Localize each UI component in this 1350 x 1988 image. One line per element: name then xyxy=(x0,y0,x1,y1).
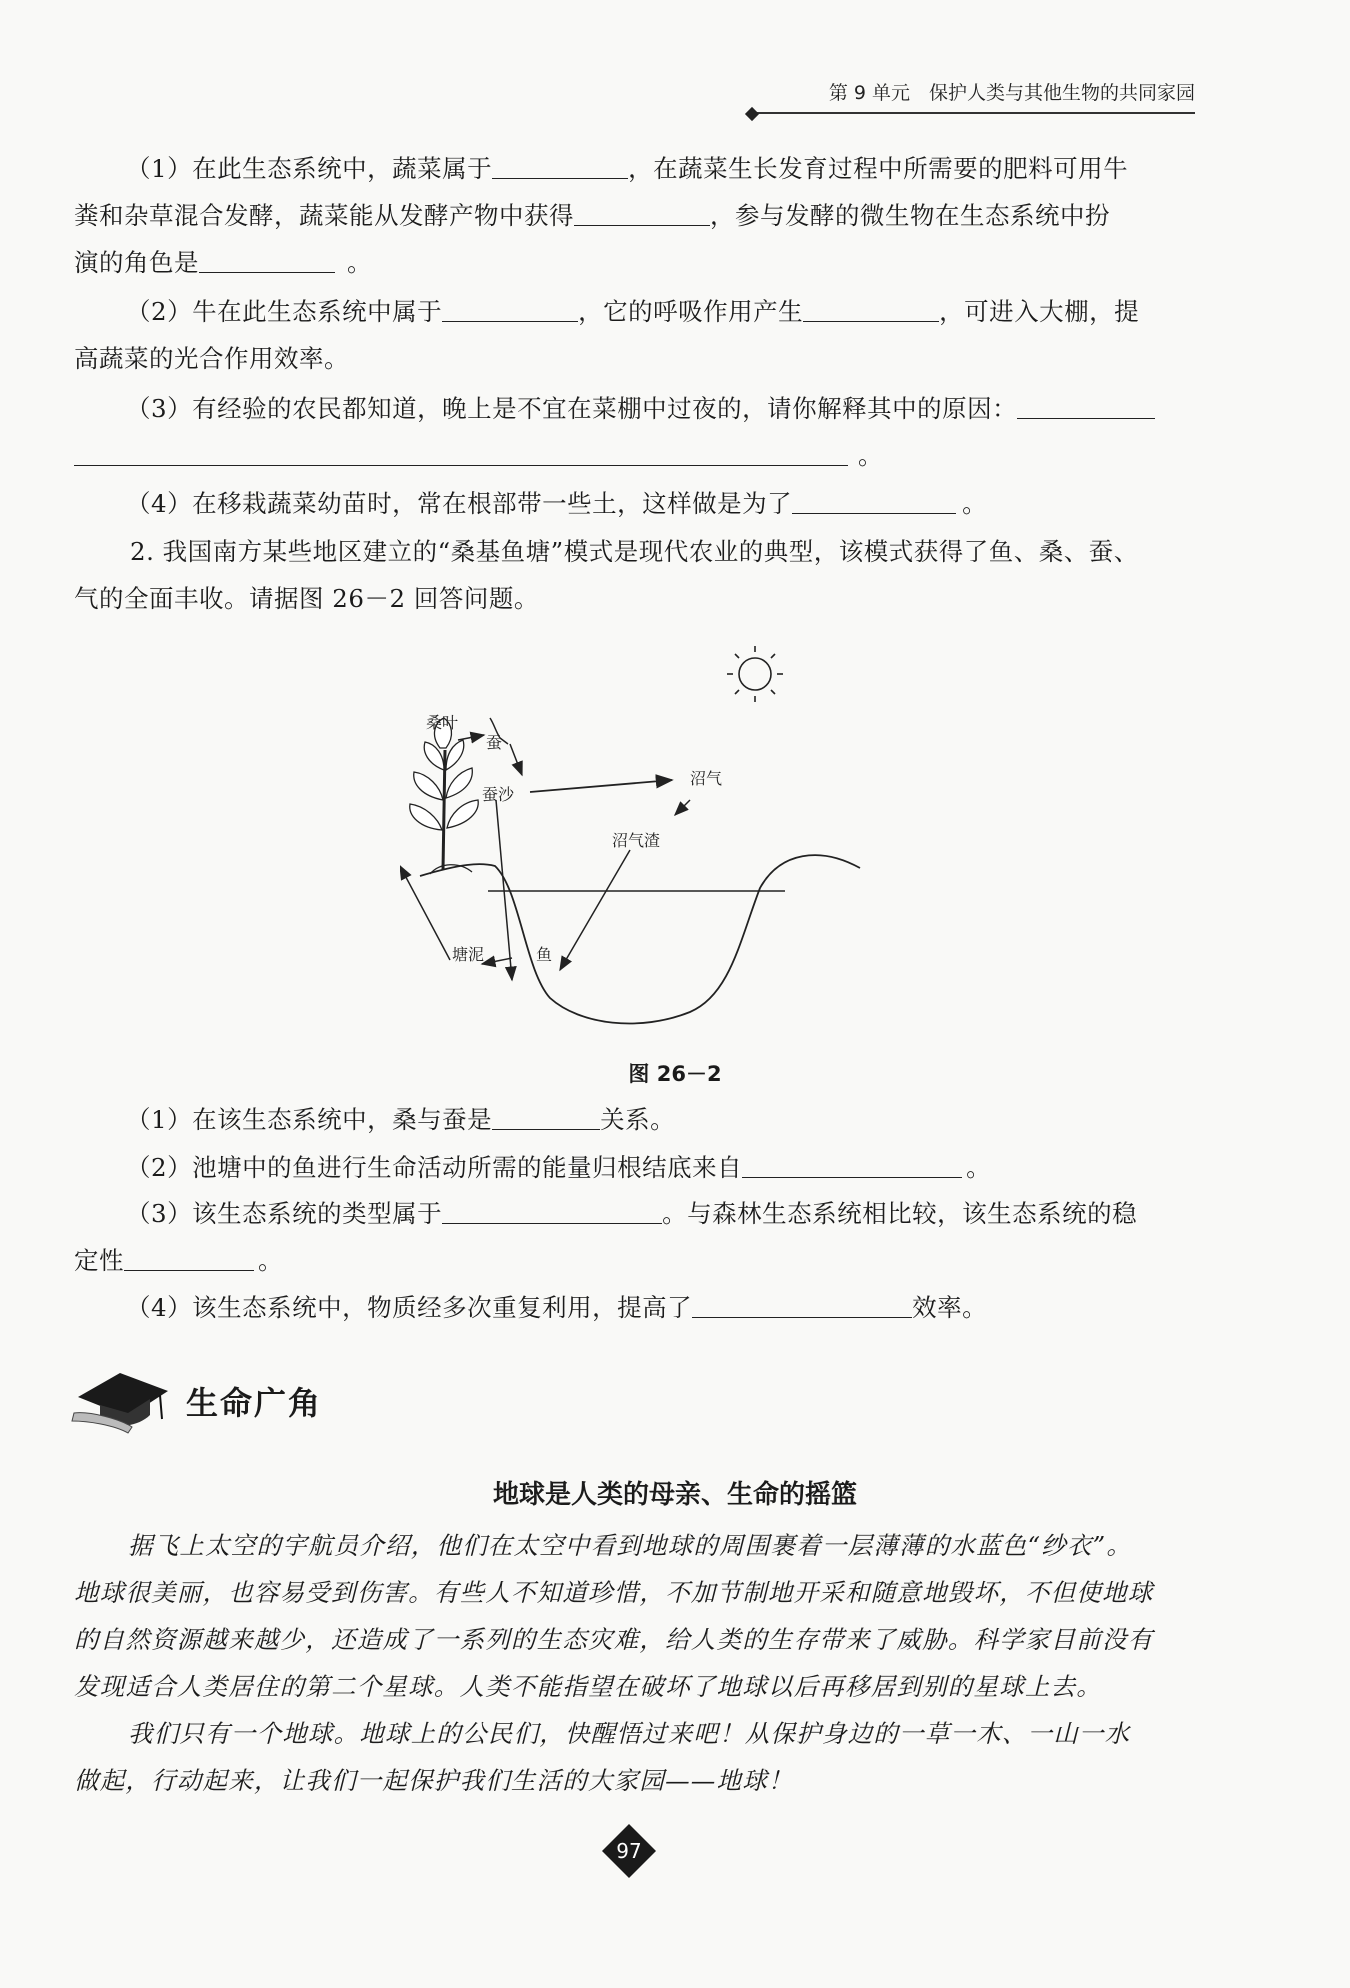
pond-outline xyxy=(420,855,860,1023)
answer-blank[interactable] xyxy=(74,439,848,466)
q2-part3: （3）该生态系统的类型属于 。与森林生态系统相比较，该生态系统的稳 定性 。 xyxy=(74,1199,1138,1275)
answer-blank[interactable] xyxy=(199,246,335,273)
answer-blank[interactable] xyxy=(1017,392,1155,419)
chapter-header xyxy=(755,78,1195,114)
label-mulberry: 桑叶 xyxy=(426,713,459,732)
figure-caption: 图 26－2 xyxy=(628,1062,722,1086)
q2-part1: （1）在该生态系统中，桑与蚕是 关系。 xyxy=(126,1105,676,1134)
section-title: 生命广角 xyxy=(186,1384,323,1422)
q2-part2: （2）池塘中的鱼进行生命活动所需的能量归根结底来自 。 xyxy=(126,1153,992,1182)
page-number-badge xyxy=(600,1822,658,1880)
answer-blank[interactable] xyxy=(442,295,578,322)
label-silkworm-sand: 蚕沙 xyxy=(482,785,515,804)
answer-blank[interactable] xyxy=(492,1103,600,1130)
q1-part4: （4）在移栽蔬菜幼苗时，常在根部带一些土，这样做是为了 。 xyxy=(126,489,988,518)
label-biogas: 沼气 xyxy=(690,769,723,788)
answer-blank[interactable] xyxy=(492,152,628,179)
article-paragraph-2: 我们只有一个地球。地球上的公民们，快醒悟过来吧！从保护身边的一草一木、一山一水 做起，行动起来，让我们一起保护我们生活的大家园——地球！ xyxy=(74,1719,1131,1795)
answer-blank[interactable] xyxy=(742,1151,962,1178)
answer-blank[interactable] xyxy=(124,1244,254,1271)
chapter-header-text: 第 9 单元 保护人类与其他生物的共同家园 xyxy=(828,82,1195,104)
q1-part3: （3）有经验的农民都知道，晚上是不宜在菜棚中过夜的，请你解释其中的原因： 。 xyxy=(74,385,1198,479)
q1-part1: （1）在此生态系统中，蔬菜属于 ，在蔬菜生长发育过程中所需要的肥料可用牛 粪和杂草混合发酵，蔬菜能从发酵产物中获得 ，参与发酵的微生物在生态系统中扮 演的角色是 。 xyxy=(74,154,1129,277)
label-fish: 鱼 xyxy=(536,945,553,964)
page-number: 97 xyxy=(616,1839,642,1863)
answer-blank[interactable] xyxy=(792,487,956,514)
label-pond-mud: 塘泥 xyxy=(452,945,485,964)
answer-blank[interactable] xyxy=(574,199,710,226)
mulberry-tree-icon xyxy=(410,718,478,874)
article-paragraph-1: 据飞上太空的宇航员介绍，他们在太空中看到地球的周围裹着一层薄薄的水蓝色“纱衣”。 地球很美丽，也容易受到伤害。有些人不知道珍惜，不加节制地开采和随意地毁坏，不但使地球 的自然资源越来越少，还造成了一系列的生态灾难，给人类的生存带来了威胁。科学家目前没有 发现适合人类居住的第二个星球。人类不能指望在破坏了地球以后再移居到别的星球上去。 xyxy=(74,1531,1154,1701)
answer-blank[interactable] xyxy=(442,1197,662,1224)
q1-part2: （2）牛在此生态系统中属于 ，它的呼吸作用产生 ，可进入大棚，提 高蔬菜的光合作用效率。 xyxy=(74,297,1140,373)
article-title: 地球是人类的母亲、生命的摇篮 xyxy=(492,1480,857,1510)
sun-icon xyxy=(727,646,783,702)
header-diamond-icon xyxy=(745,107,759,121)
graduation-cap-icon xyxy=(70,1355,170,1435)
q2-part4: （4）该生态系统中，物质经多次重复利用，提高了 效率。 xyxy=(126,1293,988,1322)
q2-intro: 2. 我国南方某些地区建立的“桑基鱼塘”模式是现代农业的典型，该模式获得了鱼、桑、蚕、 气的全面丰收。请据图 26－2 回答问题。 xyxy=(74,537,1139,613)
answer-blank[interactable] xyxy=(803,295,939,322)
label-silkworm: 蚕 xyxy=(486,733,503,752)
answer-blank[interactable] xyxy=(692,1291,912,1318)
mulberry-fish-pond-diagram xyxy=(400,640,900,1060)
label-biogas-residue: 沼气渣 xyxy=(612,831,661,850)
